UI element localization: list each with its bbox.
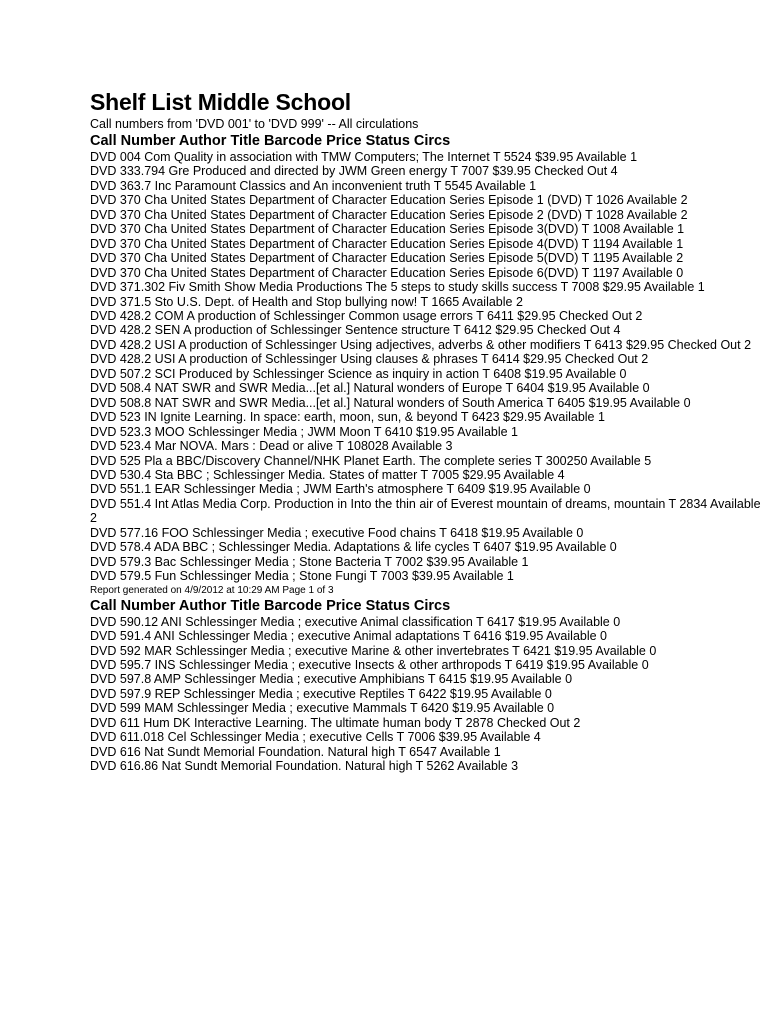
list-item: DVD 597.9 REP Schlessinger Media ; executive Reptiles T 6422 $19.95 Available 0 xyxy=(90,686,552,701)
report-footer: Report generated on 4/9/2012 at 10:29 AM Page 1 of 3 xyxy=(90,584,334,596)
list-item: DVD 508.8 NAT SWR and SWR Media...[et al.] Natural wonders of South America T 6405 $19.95 Available 0 xyxy=(90,395,691,410)
shelf-list-document xyxy=(90,88,762,774)
list-item: DVD 597.8 AMP Schlessinger Media ; executive Amphibians T 6415 $19.95 Available 0 xyxy=(90,672,573,687)
report-subtitle: Call numbers from 'DVD 001' to 'DVD 999' -- All circulations xyxy=(90,117,419,131)
list-item: DVD 333.794 Gre Produced and directed by JWM Green energy T 7007 $39.95 Checked Out 4 xyxy=(90,164,618,179)
list-item: DVD 428.2 USI A production of Schlessinger Using adjectives, adverbs & other modifiers T 6413 $29.95 Checked Out 2 xyxy=(90,337,752,352)
list-item: DVD 523 IN Ignite Learning. In space: earth, moon, sun, & beyond T 6423 $29.95 Available 1 xyxy=(90,410,605,425)
list-item: DVD 428.2 SEN A production of Schlessinger Sentence structure T 6412 $29.95 Checked Out 4 xyxy=(90,323,621,338)
list-item: DVD 599 MAM Schlessinger Media ; executive Mammals T 6420 $19.95 Available 0 xyxy=(90,701,555,716)
list-item: DVD 579.5 Fun Schlessinger Media ; Stone Fungi T 7003 $39.95 Available 1 xyxy=(90,569,514,584)
list-item: DVD 507.2 SCI Produced by Schlessinger Science as inquiry in action T 6408 $19.95 Available 0 xyxy=(90,366,627,381)
list-item: DVD 551.1 EAR Schlessinger Media ; JWM Earth's atmosphere T 6409 $19.95 Available 0 xyxy=(90,482,591,497)
list-item: DVD 577.16 FOO Schlessinger Media ; executive Food chains T 6418 $19.95 Available 0 xyxy=(90,525,584,540)
list-item: DVD 363.7 Inc Paramount Classics and An inconvenient truth T 5545 Available 1 xyxy=(90,178,537,193)
list-item: DVD 525 Pla a BBC/Discovery Channel/NHK Planet Earth. The complete series T 300250 Available 5 xyxy=(90,453,652,468)
list-item: DVD 004 Com Quality in association with TMW Computers; The Internet T 5524 $39.95 Available 1 xyxy=(90,150,638,164)
list-item: DVD 530.4 Sta BBC ; Schlessinger Media. States of matter T 7005 $29.95 Available 4 xyxy=(90,467,565,482)
list-item: DVD 616.86 Nat Sundt Memorial Foundation. Natural high T 5262 Available 3 xyxy=(90,759,519,774)
entry-list-page-2 xyxy=(90,615,762,774)
list-item: DVD 371.5 Sto U.S. Dept. of Health and Stop bullying now! T 1665 Available 2 xyxy=(90,294,523,309)
list-item: DVD 428.2 COM A production of Schlessinger Common usage errors T 6411 $29.95 Checked Out 2 xyxy=(90,308,643,323)
list-item: DVD 611.018 Cel Schlessinger Media ; executive Cells T 7006 $39.95 Available 4 xyxy=(90,730,541,745)
list-item: DVD 370 Cha United States Department of Character Education Series Episode 4(DVD) T 1194 Available 1 xyxy=(90,236,684,251)
list-item: DVD 595.7 INS Schlessinger Media ; executive Insects & other arthropods T 6419 $19.95 Available 0 xyxy=(90,657,649,672)
list-item: DVD 370 Cha United States Department of Character Education Series Episode 6(DVD) T 1197 Available 0 xyxy=(90,265,684,280)
list-item: DVD 370 Cha United States Department of Character Education Series Episode 1 (DVD) T 1026 Available 2 xyxy=(90,193,688,208)
page-title: Shelf List Middle School xyxy=(90,89,351,115)
list-item: DVD 611 Hum DK Interactive Learning. The ultimate human body T 2878 Checked Out 2 xyxy=(90,715,581,730)
list-item: DVD 370 Cha United States Department of Character Education Series Episode 3(DVD) T 1008 Available 1 xyxy=(90,222,685,237)
list-item: DVD 523.3 MOO Schlessinger Media ; JWM Moon T 6410 $19.95 Available 1 xyxy=(90,424,519,439)
list-item: DVD 616 Nat Sundt Memorial Foundation. Natural high T 6547 Available 1 xyxy=(90,744,501,759)
list-item: DVD 428.2 USI A production of Schlessinger Using clauses & phrases T 6414 $29.95 Checked Out 2 xyxy=(90,352,649,367)
list-item: DVD 579.3 Bac Schlessinger Media ; Stone Bacteria T 7002 $39.95 Available 1 xyxy=(90,554,529,569)
list-item: DVD 590.12 ANI Schlessinger Media ; executive Animal classification T 6417 $19.95 Available 0 xyxy=(90,614,621,629)
list-item: DVD 578.4 ADA BBC ; Schlessinger Media. Adaptations & life cycles T 6407 $19.95 Available 0 xyxy=(90,540,617,555)
list-item: DVD 592 MAR Schlessinger Media ; executive Marine & other invertebrates T 6421 $19.95 Available 0 xyxy=(90,643,657,658)
column-header: Call Number Author Title Barcode Price Status Circs xyxy=(90,133,451,149)
entry-list-page-1 xyxy=(90,150,762,584)
list-item: DVD 370 Cha United States Department of Character Education Series Episode 5(DVD) T 1195 Available 2 xyxy=(90,251,684,266)
list-item: DVD 370 Cha United States Department of Character Education Series Episode 2 (DVD) T 1028 Available 2 xyxy=(90,207,688,222)
list-item: DVD 591.4 ANI Schlessinger Media ; executive Animal adaptations T 6416 $19.95 Available 0 xyxy=(90,629,607,644)
list-item: DVD 508.4 NAT SWR and SWR Media...[et al.] Natural wonders of Europe T 6404 $19.95 Available 0 xyxy=(90,381,650,396)
list-item: DVD 551.4 Int Atlas Media Corp. Production in Into the thin air of Everest mountain of dreams, mountain T 2834 Available 2 xyxy=(90,496,761,526)
list-item: DVD 371.302 Fiv Smith Show Media Productions The 5 steps to study skills success T 7008 $29.95 Available 1 xyxy=(90,280,705,295)
list-item: DVD 523.4 Mar NOVA. Mars : Dead or alive T 108028 Available 3 xyxy=(90,439,453,454)
column-header: Call Number Author Title Barcode Price Status Circs xyxy=(90,597,451,614)
